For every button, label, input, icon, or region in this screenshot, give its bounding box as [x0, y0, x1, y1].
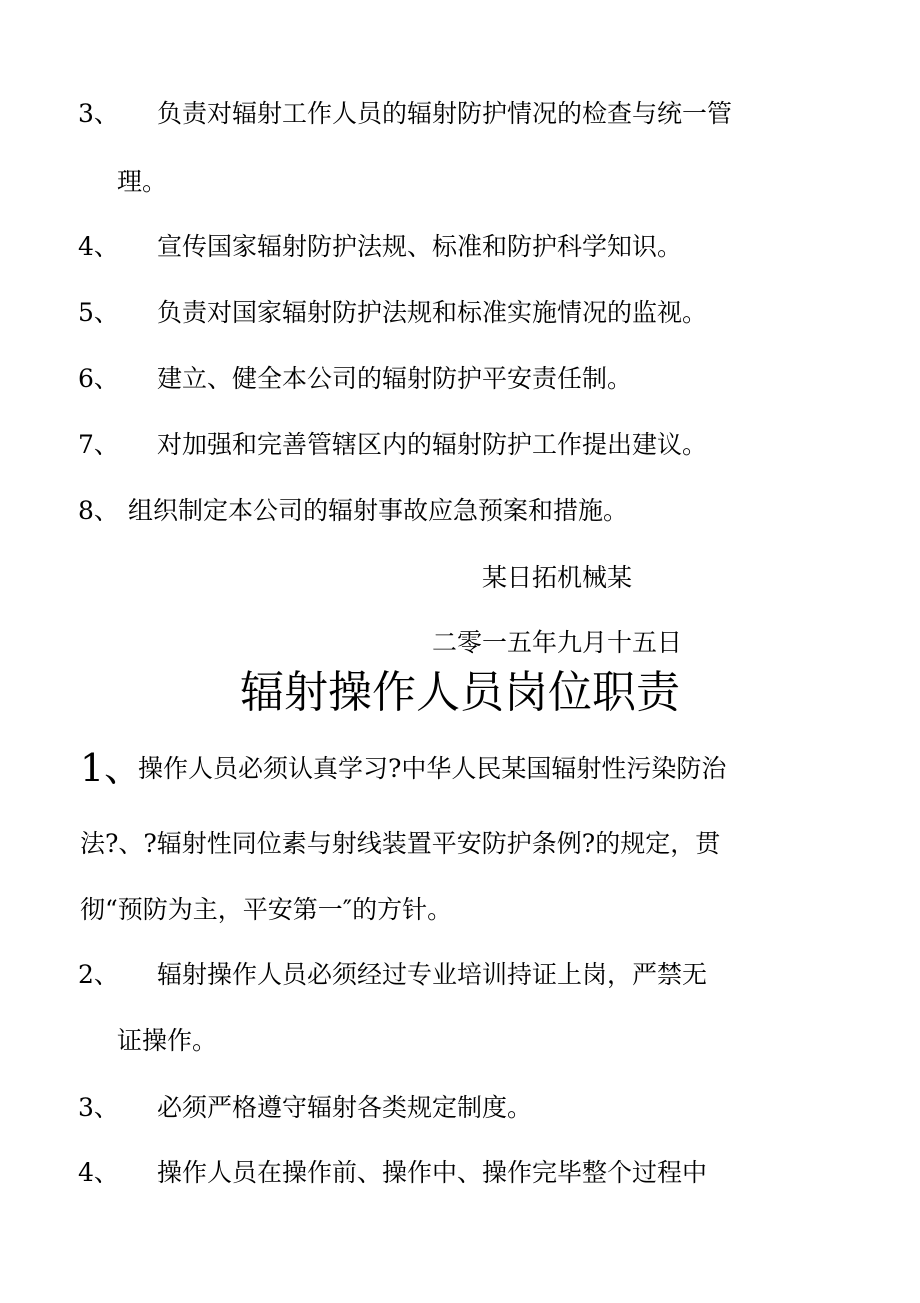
- item-number: 8、: [78, 496, 119, 525]
- item-text: 负责对辐射工作人员的辐射防护情况的检查与统一管: [157, 99, 733, 128]
- page-title: 辐射操作人员岗位职责: [240, 667, 680, 718]
- item-number: 7、: [78, 430, 119, 459]
- item-number: 3、: [78, 1093, 119, 1122]
- item-text-continued: 理。: [117, 167, 168, 196]
- item-text: 辐射操作人员必须经过专业培训持证上岗，严禁无: [157, 960, 708, 989]
- item-text-continued: 证操作。: [117, 1026, 218, 1055]
- item-text: 建立、健全本公司的辐射防护平安责任制。: [157, 364, 633, 393]
- item-number: 6、: [78, 364, 119, 393]
- item-number: 5、: [78, 298, 119, 327]
- item-text: 操作人员在操作前、操作中、操作完毕整个过程中: [157, 1158, 708, 1187]
- item-text: 操作人员必须认真学习?中华人民某国辐射性污染防治: [138, 754, 727, 783]
- item-number: 1、: [80, 746, 143, 790]
- item-text: 宣传国家辐射防护法规、标准和防护科学知识。: [157, 232, 683, 261]
- item-number: 4、: [78, 1158, 119, 1187]
- company-signature: 某日拓机械某: [482, 563, 633, 592]
- item-number: 2、: [78, 960, 119, 989]
- item-text-continued: 法?、?辐射性同位素与射线装置平安防护条例?的规定，贯: [80, 829, 721, 858]
- item-text-continued: 彻“预防为主，平安第一″的方针。: [80, 895, 453, 924]
- signature-date: 二零一五年九月十五日: [432, 628, 683, 657]
- item-text: 负责对国家辐射防护法规和标准实施情况的监视。: [157, 298, 708, 327]
- item-text: 必须严格遵守辐射各类规定制度。: [157, 1093, 533, 1122]
- item-number: 4、: [78, 232, 119, 261]
- item-text: 对加强和完善管辖区内的辐射防护工作提出建议。: [157, 430, 708, 459]
- item-text: 组织制定本公司的辐射事故应急预案和措施。: [128, 496, 629, 525]
- item-number: 3、: [78, 99, 119, 128]
